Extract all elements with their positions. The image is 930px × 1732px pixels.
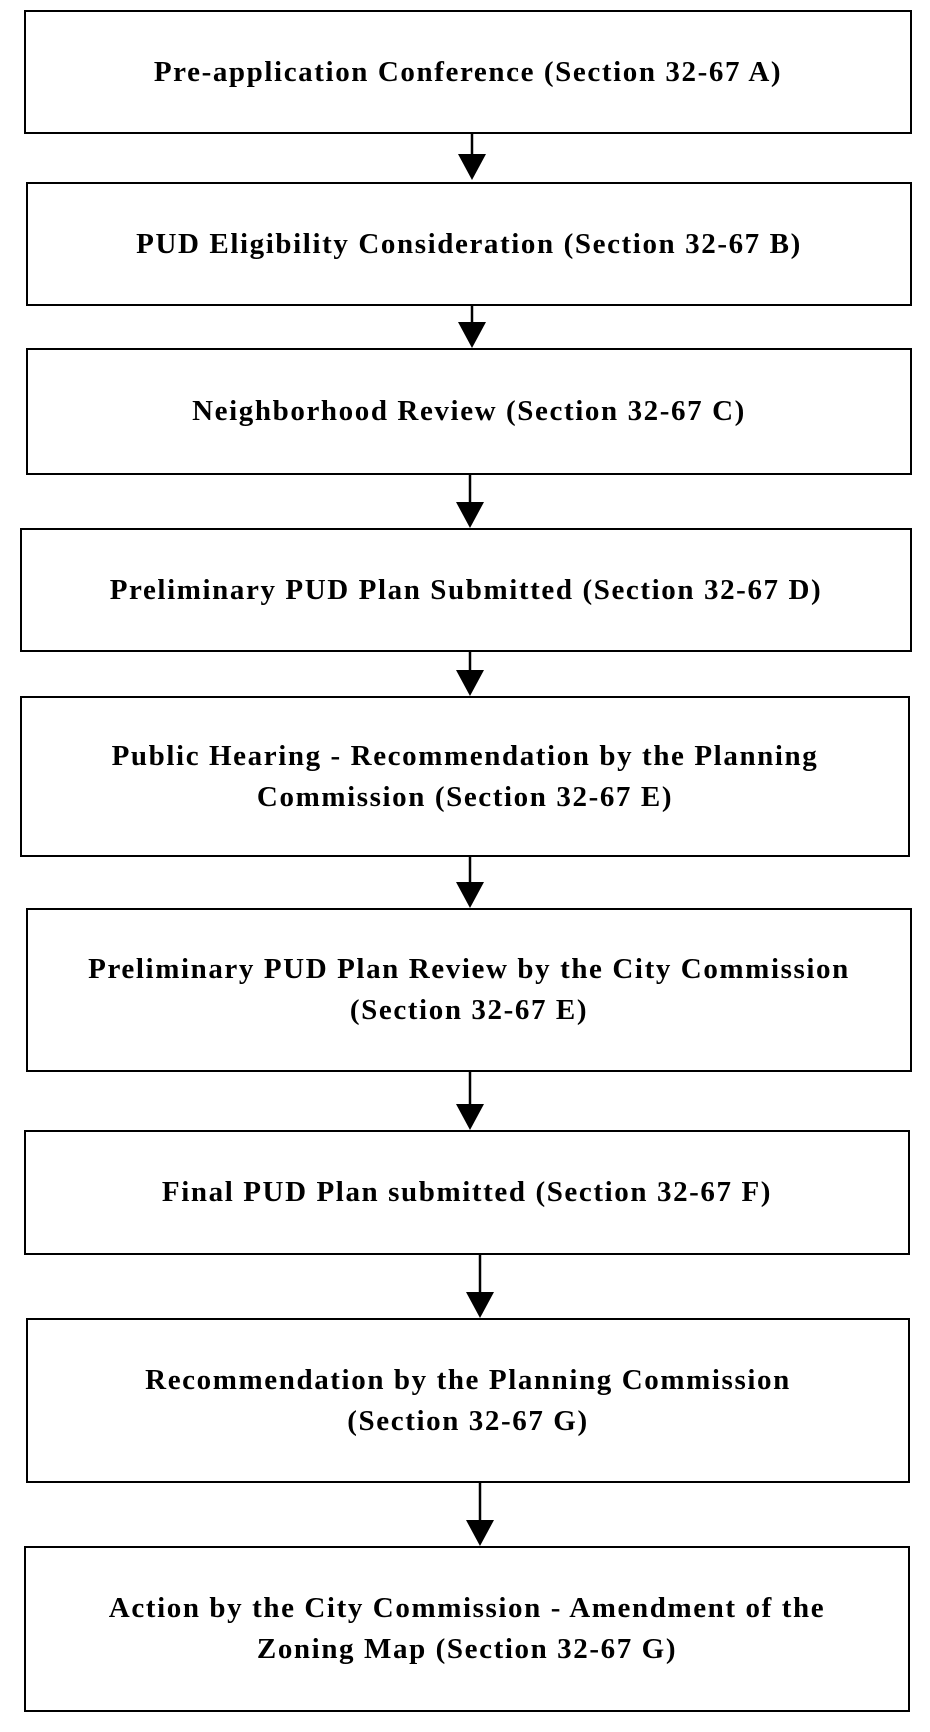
arrow-1-to-2: [458, 134, 486, 180]
arrow-6-to-7: [456, 1072, 484, 1130]
step-pre-application-conference: [24, 10, 912, 134]
step-label: Pre-application Conference (Section 32-67 A): [153, 55, 783, 88]
arrow-7-to-8: [466, 1255, 494, 1318]
step-recommendation-planning-commission: [26, 1318, 910, 1483]
step-public-hearing-planning-commission: [20, 696, 910, 857]
step-final-pud-plan-submitted: [24, 1130, 910, 1255]
step-label-line-1: Action by the City Commission - Amendment of the: [108, 1592, 826, 1624]
arrow-8-to-9: [466, 1483, 494, 1546]
step-label-line-1: Recommendation by the Planning Commission: [145, 1363, 791, 1396]
step-label-line-1: Public Hearing - Recommendation by the Planning: [111, 739, 819, 772]
step-label-line-2: (Section 32-67 E): [349, 994, 589, 1026]
step-label-line-2: Commission (Section 32-67 E): [256, 780, 674, 813]
step-label-line-2: (Section 32-67 G): [347, 1404, 589, 1437]
step-label-line-2: Zoning Map (Section 32-67 G): [256, 1633, 678, 1665]
step-label: Final PUD Plan submitted (Section 32-67 F): [161, 1176, 773, 1208]
arrow-3-to-4: [456, 475, 484, 528]
arrow-4-to-5: [456, 652, 484, 696]
step-label: Neighborhood Review (Section 32-67 C): [192, 395, 746, 427]
step-label: PUD Eligibility Consideration (Section 32-67 B): [136, 227, 802, 260]
step-action-city-commission-zoning-map: [24, 1546, 910, 1712]
arrow-2-to-3: [458, 306, 486, 348]
step-preliminary-pud-plan-submitted: [20, 528, 912, 652]
step-pud-eligibility-consideration: [26, 182, 912, 306]
arrow-5-to-6: [456, 857, 484, 908]
step-label: Preliminary PUD Plan Submitted (Section 32-67 D): [109, 573, 823, 606]
step-label-line-1: Preliminary PUD Plan Review by the City Commission: [88, 953, 850, 985]
step-preliminary-pud-plan-review-city-commission: [26, 908, 912, 1072]
step-neighborhood-review: [26, 348, 912, 475]
